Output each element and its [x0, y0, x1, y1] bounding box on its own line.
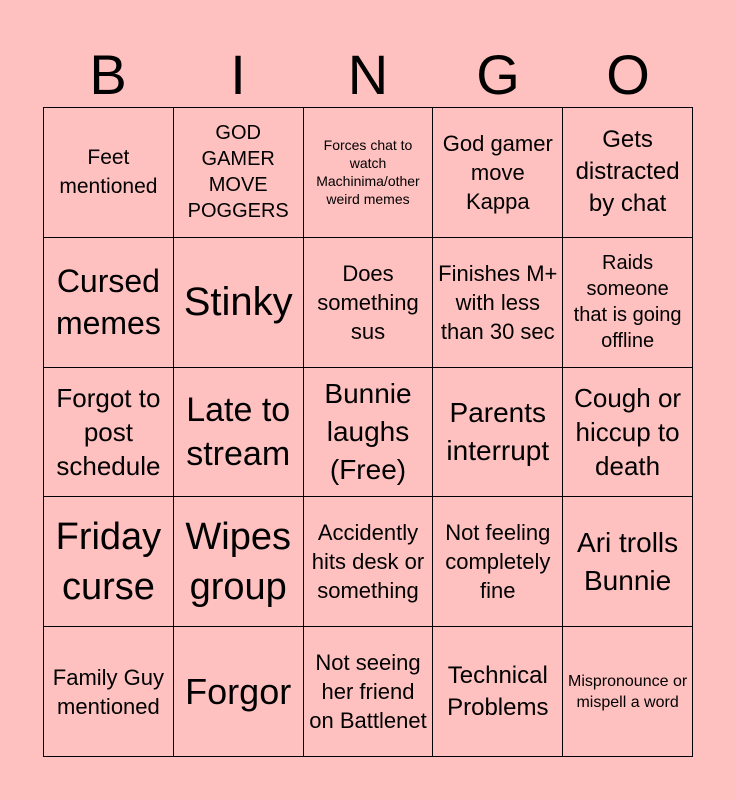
bingo-cell-text: Stinky	[183, 280, 293, 325]
bingo-cell-r2c4[interactable]	[433, 238, 563, 368]
bingo-cell-text: Finishes M+ with less than 30 sec	[438, 260, 558, 344]
bingo-cell-text: Late to stream	[186, 390, 291, 473]
bingo-cell-r2c3[interactable]	[304, 238, 434, 368]
bingo-cell-text: Bunnie laughs (Free)	[324, 377, 412, 485]
bingo-cell-text: Gets distracted by chat	[575, 126, 680, 218]
bingo-cell-text: Family Guy mentioned	[52, 664, 165, 719]
bingo-cell-text: Parents interrupt	[446, 396, 550, 466]
bingo-cell-r4c4[interactable]	[433, 497, 563, 627]
header-letter-o: O	[606, 43, 650, 106]
header-letter-n: N	[347, 43, 389, 106]
bingo-cell-r5c5[interactable]	[563, 627, 693, 757]
bingo-cell-text: Not seeing her friend on Battlenet	[309, 650, 427, 734]
bingo-cell-text: Friday curse	[55, 515, 162, 608]
bingo-cell-r1c1[interactable]	[44, 108, 174, 238]
bingo-cell-text: God gamer move Kappa	[442, 130, 553, 214]
bingo-cell-r5c4[interactable]	[433, 627, 563, 757]
bingo-cell-r5c1[interactable]	[44, 627, 174, 757]
bingo-cell-text: Wipes group	[185, 515, 291, 608]
bingo-cell-text: Mispronounce or mispell a word	[568, 672, 688, 711]
bingo-cell-r1c4[interactable]	[433, 108, 563, 238]
bingo-cell-r3c4[interactable]	[433, 368, 563, 498]
bingo-cell-text: Cursed memes	[55, 263, 161, 342]
bingo-cell-r3c2[interactable]	[174, 368, 304, 498]
bingo-cell-text: Ari trolls Bunnie	[577, 526, 679, 596]
bingo-cell-r3c1[interactable]	[44, 368, 174, 498]
bingo-cell-r4c5[interactable]	[563, 497, 693, 627]
bingo-cell-r2c5[interactable]	[563, 238, 693, 368]
header-letter-b: B	[89, 43, 127, 106]
header-letter-i: I	[230, 43, 246, 106]
bingo-cell-text: Feet mentioned	[59, 146, 158, 199]
bingo-cell-text: Not feeling completely fine	[445, 520, 551, 604]
bingo-cell-text: GOD GAMER MOVE POGGERS	[187, 122, 289, 223]
bingo-cell-r3c3[interactable]	[304, 368, 434, 498]
header-letter-g: G	[476, 43, 520, 106]
bingo-cell-text: Does something sus	[317, 260, 419, 344]
bingo-cell-r5c2[interactable]	[174, 627, 304, 757]
bingo-cell-r4c2[interactable]	[174, 497, 304, 627]
bingo-cell-r1c2[interactable]	[174, 108, 304, 238]
bingo-cell-text: Forgot to post schedule	[56, 382, 161, 481]
bingo-cell-r3c5[interactable]	[563, 368, 693, 498]
bingo-cell-text: Raids someone that is going offline	[573, 252, 682, 353]
bingo-cell-r5c3[interactable]	[304, 627, 434, 757]
bingo-cell-text: Forgor	[185, 670, 292, 712]
bingo-cell-r2c2[interactable]	[174, 238, 304, 368]
bingo-cell-r1c5[interactable]	[563, 108, 693, 238]
bingo-header	[43, 44, 693, 106]
bingo-cell-text: Accidently hits desk or something	[311, 520, 425, 604]
bingo-cell-r1c3[interactable]	[304, 108, 434, 238]
bingo-cell-r4c3[interactable]	[304, 497, 434, 627]
bingo-cell-r4c1[interactable]	[44, 497, 174, 627]
bingo-cell-text: Forces chat to watch Machinima/other weird memes	[316, 137, 420, 208]
bingo-cell-text: Cough or hiccup to death	[574, 382, 682, 481]
bingo-cell-text: Technical Problems	[447, 661, 549, 721]
bingo-board	[43, 107, 693, 757]
bingo-cell-r2c1[interactable]	[44, 238, 174, 368]
